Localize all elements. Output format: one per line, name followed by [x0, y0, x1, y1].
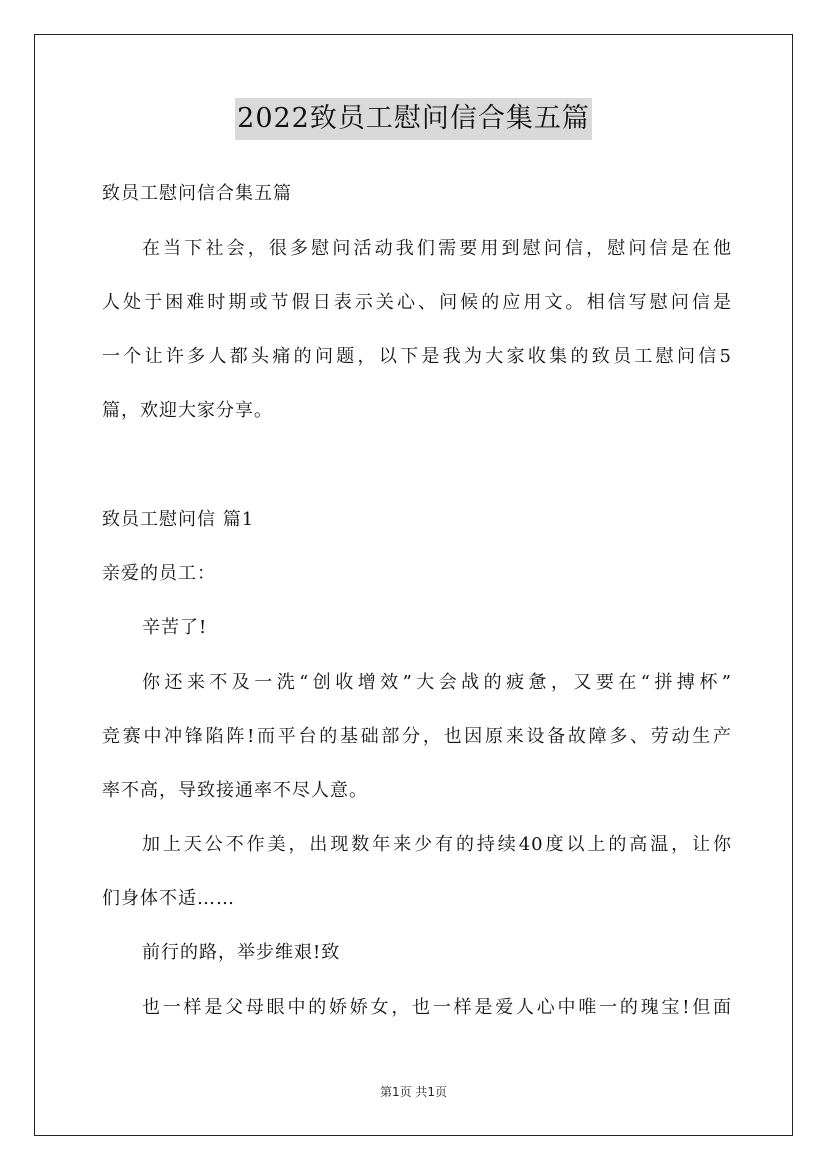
document-title: 2022致员工慰问信合集五篇 — [235, 98, 592, 140]
paragraph-line: 前行的路，举步维艰!致 — [142, 942, 341, 963]
paragraph-line: 人处于困难时期或节假日表示关心、问候的应用文。相信写慰问信是 — [102, 292, 732, 313]
salutation: 亲爱的员工： — [102, 563, 216, 584]
paragraph-line: 率不高，导致接通率不尽人意。 — [102, 780, 368, 801]
title-container — [0, 98, 827, 140]
paragraph-line: 你还来不及一洗“创收增效”大会战的疲惫，又要在“拼搏杯” — [142, 672, 732, 693]
paragraph-line: 一个让许多人都头痛的问题，以下是我为大家收集的致员工慰问信5 — [102, 346, 732, 367]
paragraph-line: 加上天公不作美，出现数年来少有的持续40度以上的高温，让你 — [142, 834, 732, 855]
section-heading: 致员工慰问信 篇1 — [102, 509, 255, 530]
page-footer: 第1页 共1页 — [379, 1085, 448, 1099]
paragraph-line: 辛苦了! — [142, 617, 208, 638]
paragraph-line: 竞赛中冲锋陷阵!而平台的基础部分，也因原来设备故障多、劳动生产 — [102, 726, 732, 747]
paragraph-line: 在当下社会，很多慰问活动我们需要用到慰问信，慰问信是在他 — [142, 238, 732, 259]
subtitle-line: 致员工慰问信合集五篇 — [102, 183, 292, 204]
paragraph-line: 篇，欢迎大家分享。 — [102, 400, 273, 421]
paragraph-line: 也一样是父母眼中的娇娇女，也一样是爱人心中唯一的瑰宝!但面 — [142, 997, 732, 1018]
paragraph-line: 们身体不适…… — [102, 888, 235, 909]
